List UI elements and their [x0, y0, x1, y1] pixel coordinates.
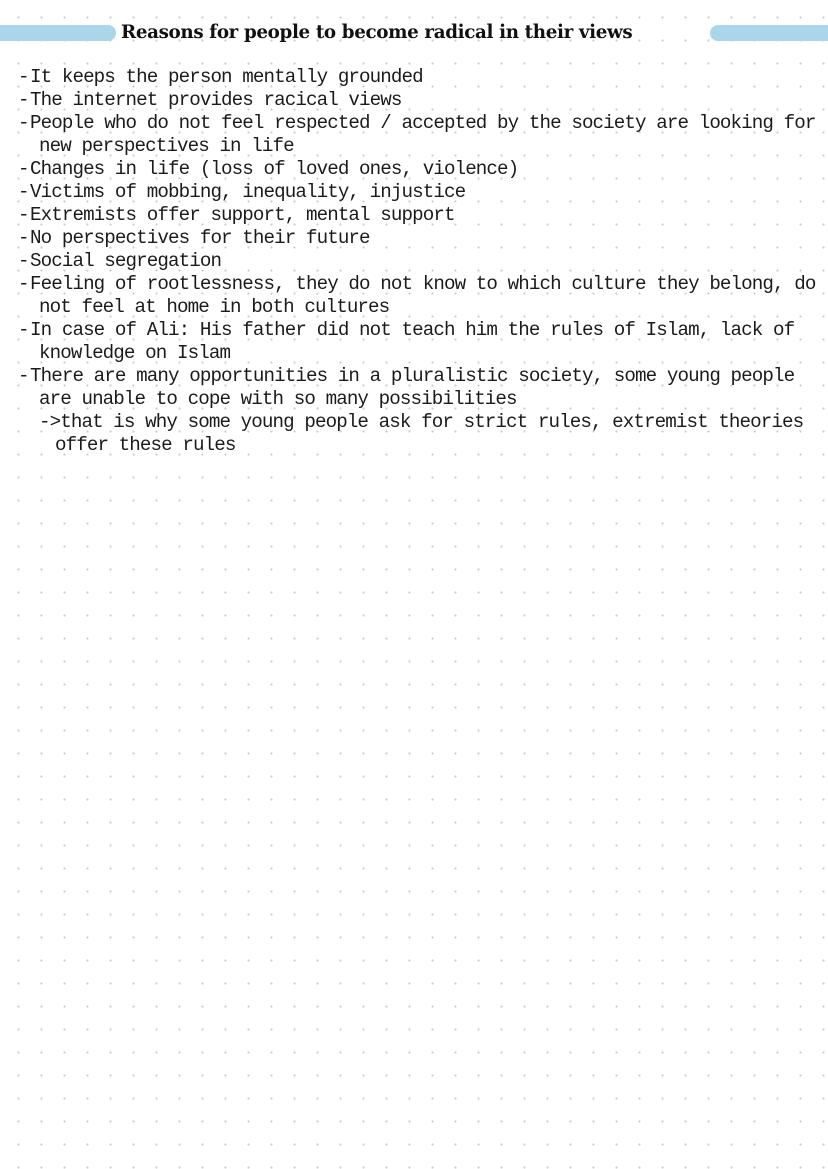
list-item-text: People who do not feel respected / accepted by the society are looking for: [30, 112, 816, 134]
title-bar: [0, 22, 828, 44]
bullet-dash: -: [18, 112, 29, 134]
sub-point-text-continued: offer these rules: [55, 434, 236, 456]
bullet-dash: -: [18, 158, 29, 180]
list-item: [18, 158, 818, 181]
list-item-text: Extremists offer support, mental support: [30, 204, 455, 226]
list-item-text-continued: knowledge on Islam: [39, 342, 231, 364]
list-item: [18, 319, 818, 365]
bullet-dash: -: [18, 66, 29, 88]
list-item-text: The internet provides racical views: [30, 89, 402, 111]
list-item: [18, 273, 818, 319]
list-item: [18, 181, 818, 204]
bullet-dash: -: [18, 227, 29, 249]
list-item-text-continued: are unable to cope with so many possibilities: [39, 388, 517, 410]
list-item: [18, 227, 818, 250]
list-item: [18, 66, 818, 89]
list-item: [18, 250, 818, 273]
list-item-text: There are many opportunities in a pluralistic society, some young people: [30, 365, 795, 387]
bullet-dash: -: [18, 273, 29, 295]
bullet-dash: -: [18, 89, 29, 111]
list-item-text: Victims of mobbing, inequality, injustice: [30, 181, 466, 203]
list-item-text: It keeps the person mentally grounded: [30, 66, 423, 88]
title-highlight-left: [0, 25, 116, 41]
list-item: [18, 89, 818, 112]
list-item-text-continued: new perspectives in life: [39, 135, 294, 157]
list-item-text: Social segregation: [30, 250, 222, 272]
bullet-dash: -: [18, 250, 29, 272]
bullet-dash: -: [18, 181, 29, 203]
bullet-dash: -: [18, 204, 29, 226]
list-item-text: Changes in life (loss of loved ones, violence): [30, 158, 519, 180]
page-title: Reasons for people to become radical in their views: [121, 22, 633, 43]
list-item: [18, 204, 818, 227]
reasons-list: [18, 66, 818, 457]
list-item-text-continued: not feel at home in both cultures: [39, 296, 390, 318]
sub-point-arrow-text: ->that is why some young people ask for strict rules, extremist theories: [39, 411, 804, 433]
bullet-dash: -: [18, 365, 29, 387]
list-item: [18, 112, 818, 158]
bullet-dash: -: [18, 319, 29, 341]
title-highlight-right: [710, 25, 828, 41]
list-item-text: No perspectives for their future: [30, 227, 370, 249]
list-item: [18, 365, 818, 457]
list-item-text: In case of Ali: His father did not teach him the rules of Islam, lack of: [30, 319, 795, 341]
list-item-text: Feeling of rootlessness, they do not know to which culture they belong, do: [30, 273, 816, 295]
